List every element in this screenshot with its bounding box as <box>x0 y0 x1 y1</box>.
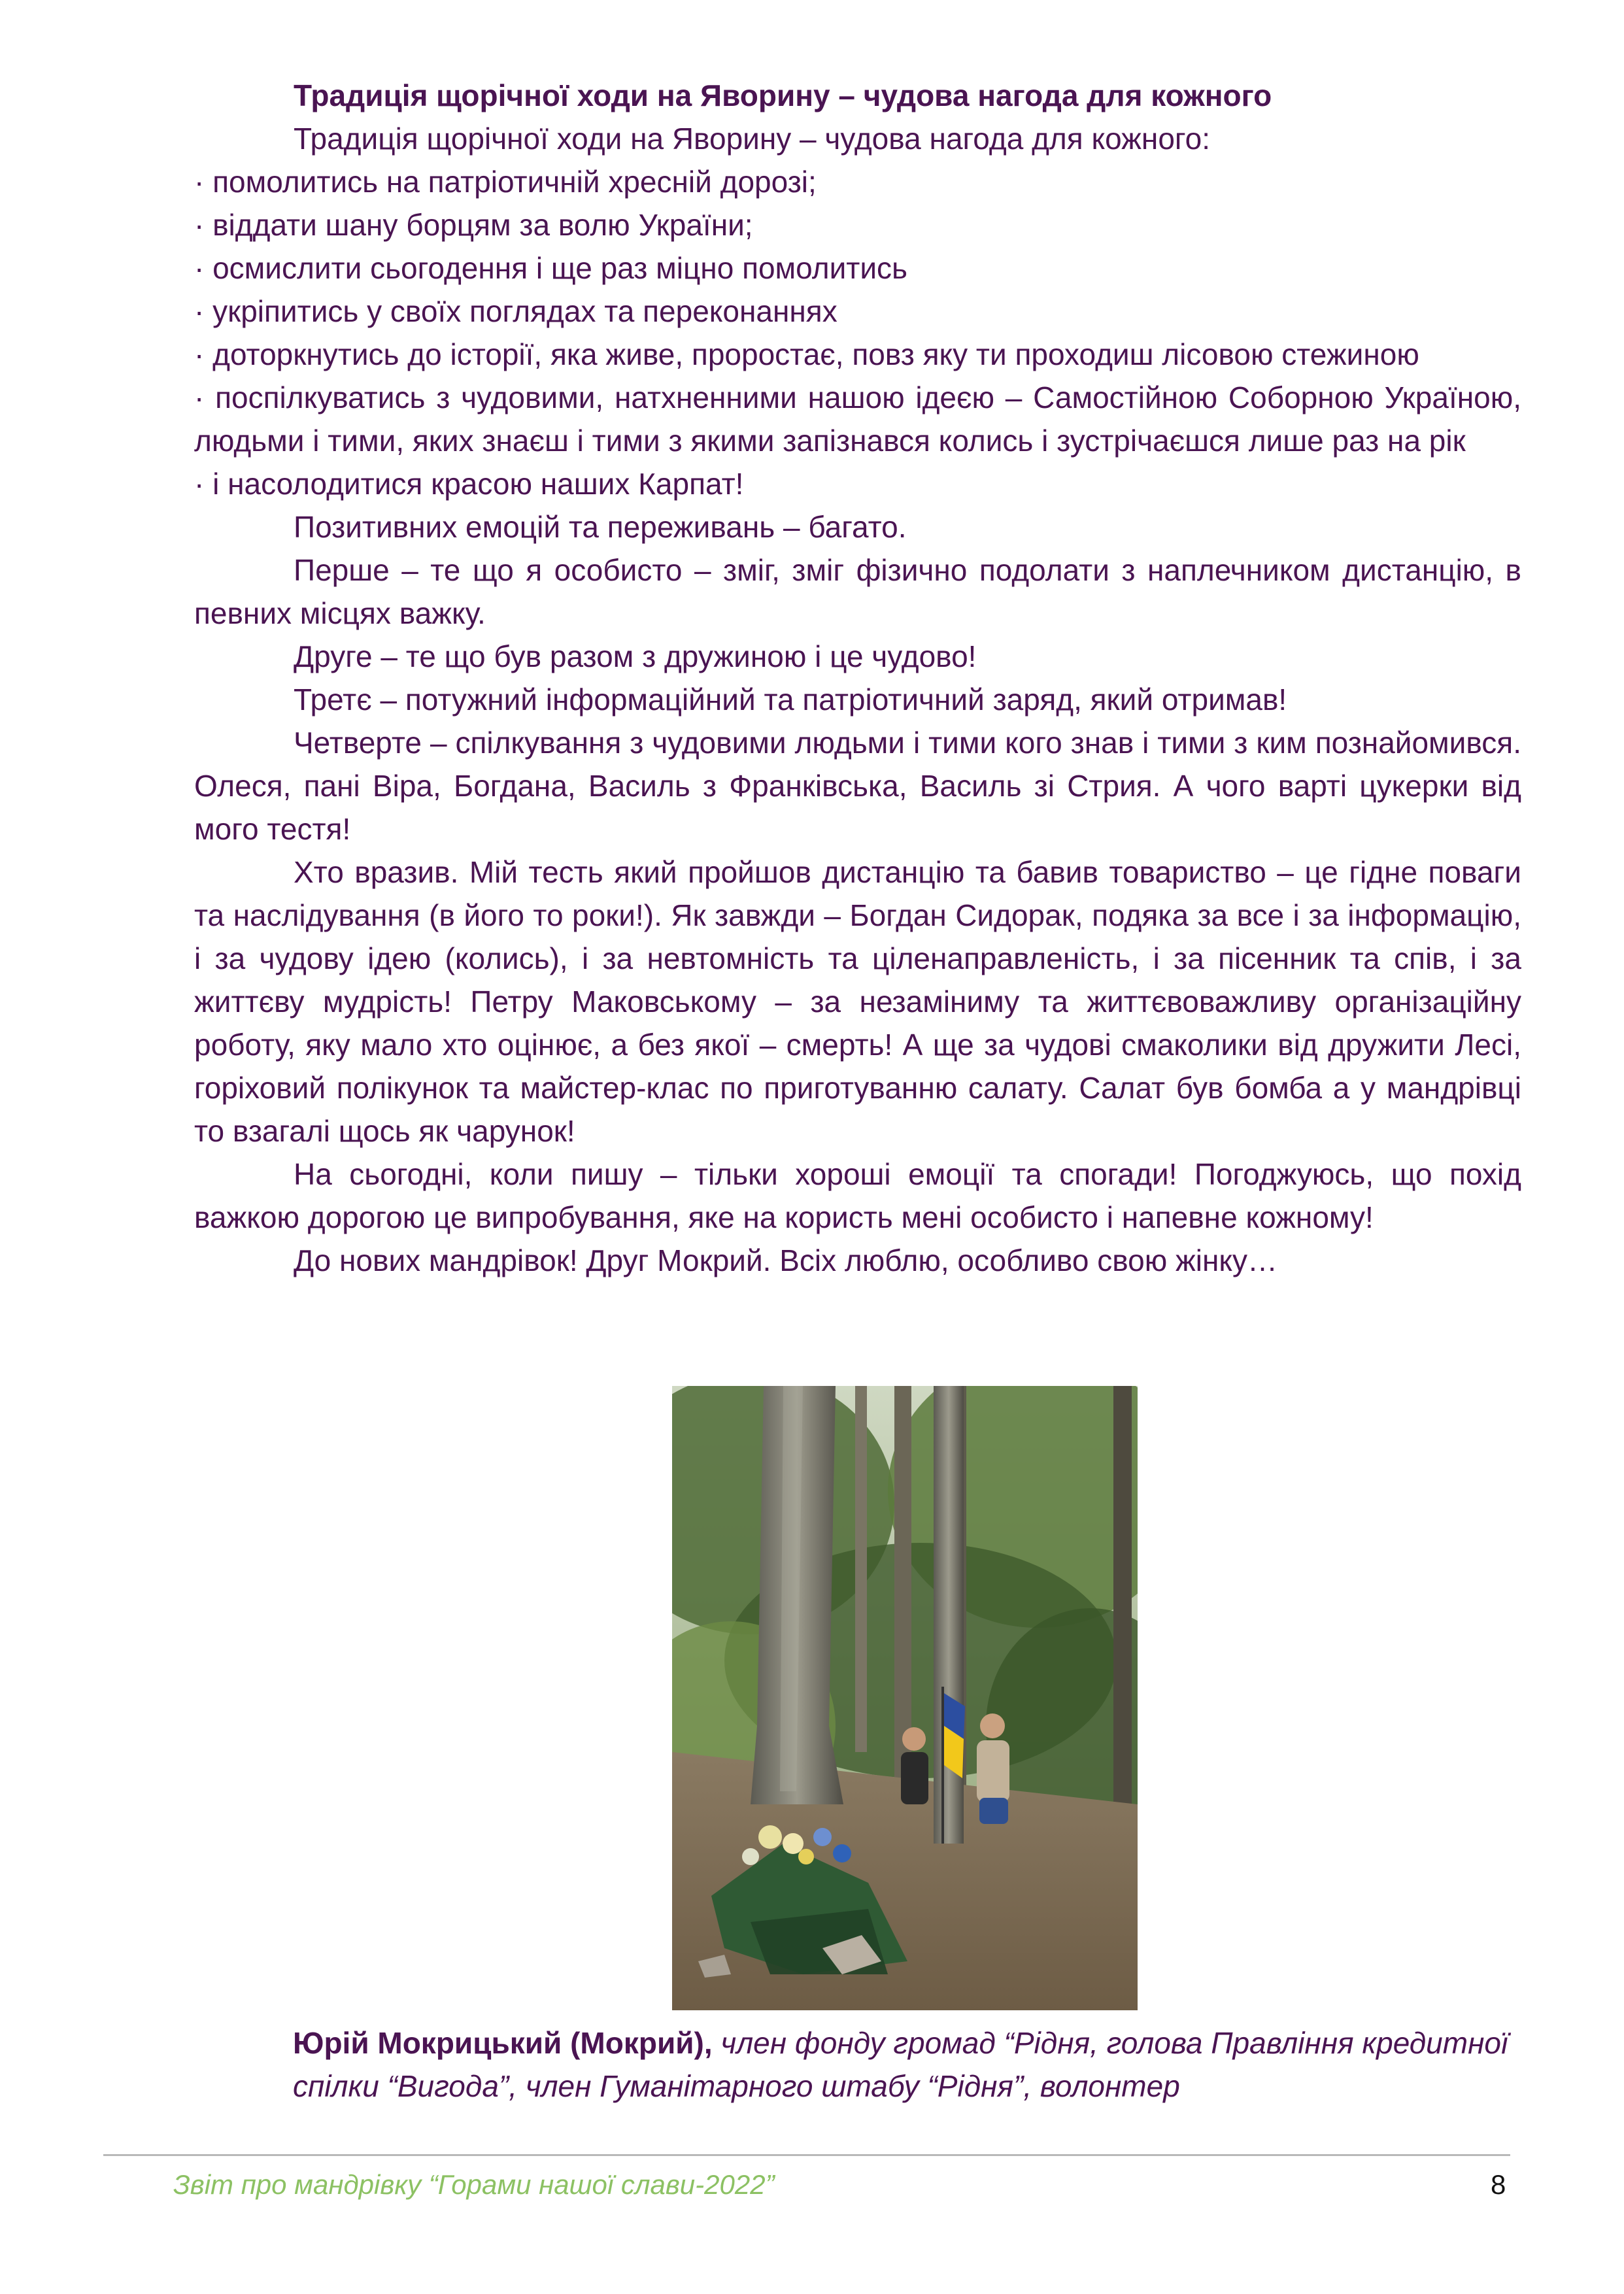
paragraph: Перше – те що я особисто – зміг, зміг фізично подолати з наплечником дистанцію, в певних місцях важку. <box>194 553 1521 630</box>
page-number: 8 <box>1491 2169 1506 2200</box>
bullet-item: · укріпитись у своїх поглядах та переконаннях <box>194 294 837 328</box>
paragraph: Третє – потужний інформаційний та патріотичний заряд, який отримав! <box>294 683 1287 717</box>
bullet-item: · помолитись на патріотичній хресній дорозі; <box>194 165 817 199</box>
article-title: Традиція щорічної ходи на Яворину – чудова нагода для кожного <box>294 78 1272 112</box>
footer-divider <box>103 2154 1510 2156</box>
bullet-item: · і насолодитися красою наших Карпат! <box>194 467 744 501</box>
paragraph: Позитивних емоцій та переживань – багато. <box>294 510 907 544</box>
author-caption <box>293 2021 1521 2108</box>
paragraph: На сьогодні, коли пишу – тільки хороші емоції та спогади! Погоджуюсь, що похід важкою дорогою це випробування, яке на користь мені особисто і напевне кожному! <box>194 1157 1521 1234</box>
article-body <box>194 74 1521 1282</box>
bullet-item: · доторкнутись до історії, яка живе, проростає, повз яку ти проходиш лісовою стежиною <box>194 337 1419 371</box>
intro-paragraph: Традиція щорічної ходи на Яворину – чудова нагода для кожного: <box>294 122 1211 156</box>
forest-memorial-photo <box>672 1386 1138 2010</box>
bullet-item: · поспілкуватись з чудовими, натхненними нашою ідеєю – Самостійною Соборною Україною, людьми і тими, яких знаєш і тими з якими запізнався колись і зустрічаєшся лише раз на рік <box>194 380 1521 458</box>
bullet-item: · осмислити сьогодення і ще раз міцно помолитись <box>194 251 908 285</box>
paragraph: До нових мандрівок! Друг Мокрий. Всіх люблю, особливо свою жінку… <box>294 1243 1278 1277</box>
footer-title: Звіт про мандрівку “Горами нашої слави-2022” <box>173 2169 775 2200</box>
paragraph: Четверте – спілкування з чудовими людьми і тими кого знав і тими з ким познайомився. Олеся, пані Віра, Богдана, Василь з Франківська, Василь зі Стрия. А чого варті цукерки від мого тестя! <box>194 726 1521 846</box>
paragraph: Хто вразив. Мій тесть який пройшов дистанцію та бавив товариство – це гідне поваги та наслідування (в його то роки!). Як завжди – Богдан Сидорак, подяка за все і за інформацію, і за чудову ідею (колись), і за невтомність та ціленаправленість, і за пісенник та спів, і за життєву мудрість! Петру Маковському – за незаміниму та життєвоважливу організаційну роботу, яку мало хто оцінює, а без якої – смерть! А ще за чудові смаколики від дружити Лесі, горіховий полікунок та майстер-клас по приготуванню салату. Салат був бомба а у мандрівці то взагалі щось як чарунок! <box>194 855 1521 1148</box>
bullet-item: · віддати шану борцям за волю України; <box>194 208 753 242</box>
author-name: Юрій Мокрицький (Мокрий), <box>293 2026 713 2060</box>
author-role: член фонду громад “Рідня, голова Правління кредитної спілки “Вигода”, член Гуманітарного штабу “Рідня”, волонтер <box>293 2026 1508 2103</box>
paragraph: Друге – те що був разом з дружиною і це чудово! <box>294 639 977 673</box>
